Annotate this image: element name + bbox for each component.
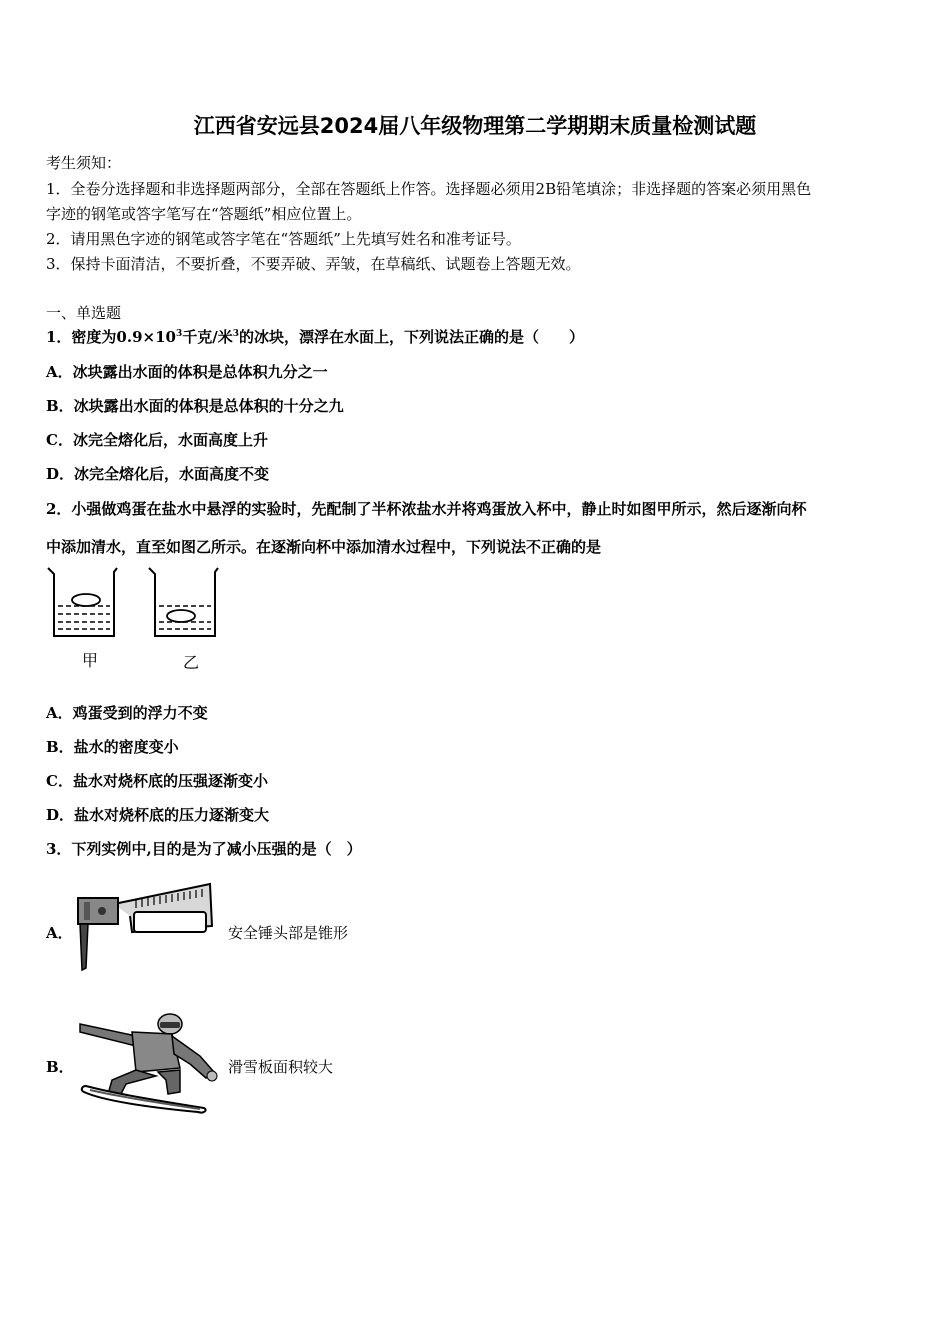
figure-label-jia: 甲 (82, 651, 99, 670)
question-1-option-a: A．冰块露出水面的体积是总体积九分之一 (46, 363, 328, 381)
question-1-option-c: C．冰完全熔化后，水面高度上升 (46, 431, 268, 449)
section-heading: 一、单选题 (46, 304, 122, 322)
question-2-stem-line-2: 中添加清水，直至如图乙所示。在逐渐向杯中添加清水过程中，下列说法不正确的是 (46, 538, 602, 556)
snowboarder-icon (76, 1010, 222, 1116)
notice-item-1: 1．全卷分选择题和非选择题两部分，全部在答题纸上作答。选择题必须用2B铅笔填涂；非选择题的答案必须用黑色 (46, 180, 812, 198)
question-2-option-b: B．盐水的密度变小 (46, 738, 179, 756)
notice-item-1-cont: 字迹的钢笔或答字笔写在“答题纸”相应位置上。 (46, 205, 362, 223)
question-3-option-b-label: B． (46, 1058, 74, 1076)
beaker-figure-yi (145, 566, 221, 642)
question-1-option-d: D．冰完全熔化后，水面高度不变 (46, 465, 270, 483)
question-3-option-b-text: 滑雪板面积较大 (228, 1058, 334, 1076)
question-1-option-b: B．冰块露出水面的体积是总体积的十分之九 (46, 397, 344, 415)
question-1-stem: 1．密度为$0.9\times 10^3$千克/米$^3$的冰块，漂浮在水面上，下列说法正确的是（ ） (46, 328, 585, 346)
question-3-option-a-text: 安全锤头部是锥形 (228, 924, 349, 942)
figure-label-yi: 乙 (183, 653, 200, 672)
exam-title: 江西省安远县2024届八年级物理第二学期期末质量检测试题 (193, 114, 757, 138)
question-3-option-a-label: A． (46, 924, 73, 942)
notice-item-2: 2．请用黑色字迹的钢笔或答字笔在“答题纸”上先填写姓名和准考证号。 (46, 230, 521, 248)
notice-item-3: 3．保持卡面清洁，不要折叠，不要弄破、弄皱，在草稿纸、试题卷上答题无效。 (46, 255, 581, 273)
safety-hammer-icon (74, 876, 220, 976)
question-3-stem: 3．下列实例中,目的是为了减小压强的是（ ） (46, 840, 362, 858)
question-2-option-a: A．鸡蛋受到的浮力不变 (46, 704, 208, 722)
notice-heading: 考生须知： (46, 154, 122, 172)
question-2-option-c: C．盐水对烧杯底的压强逐渐变小 (46, 772, 268, 790)
question-2-stem-line-1: 2．小强做鸡蛋在盐水中悬浮的实验时，先配制了半杯浓盐水并将鸡蛋放入杯中，静止时如图甲所示，然后逐渐向杯 (46, 500, 807, 518)
beaker-figure-jia (44, 566, 120, 642)
question-2-option-d: D．盐水对烧杯底的压力逐渐变大 (46, 806, 270, 824)
